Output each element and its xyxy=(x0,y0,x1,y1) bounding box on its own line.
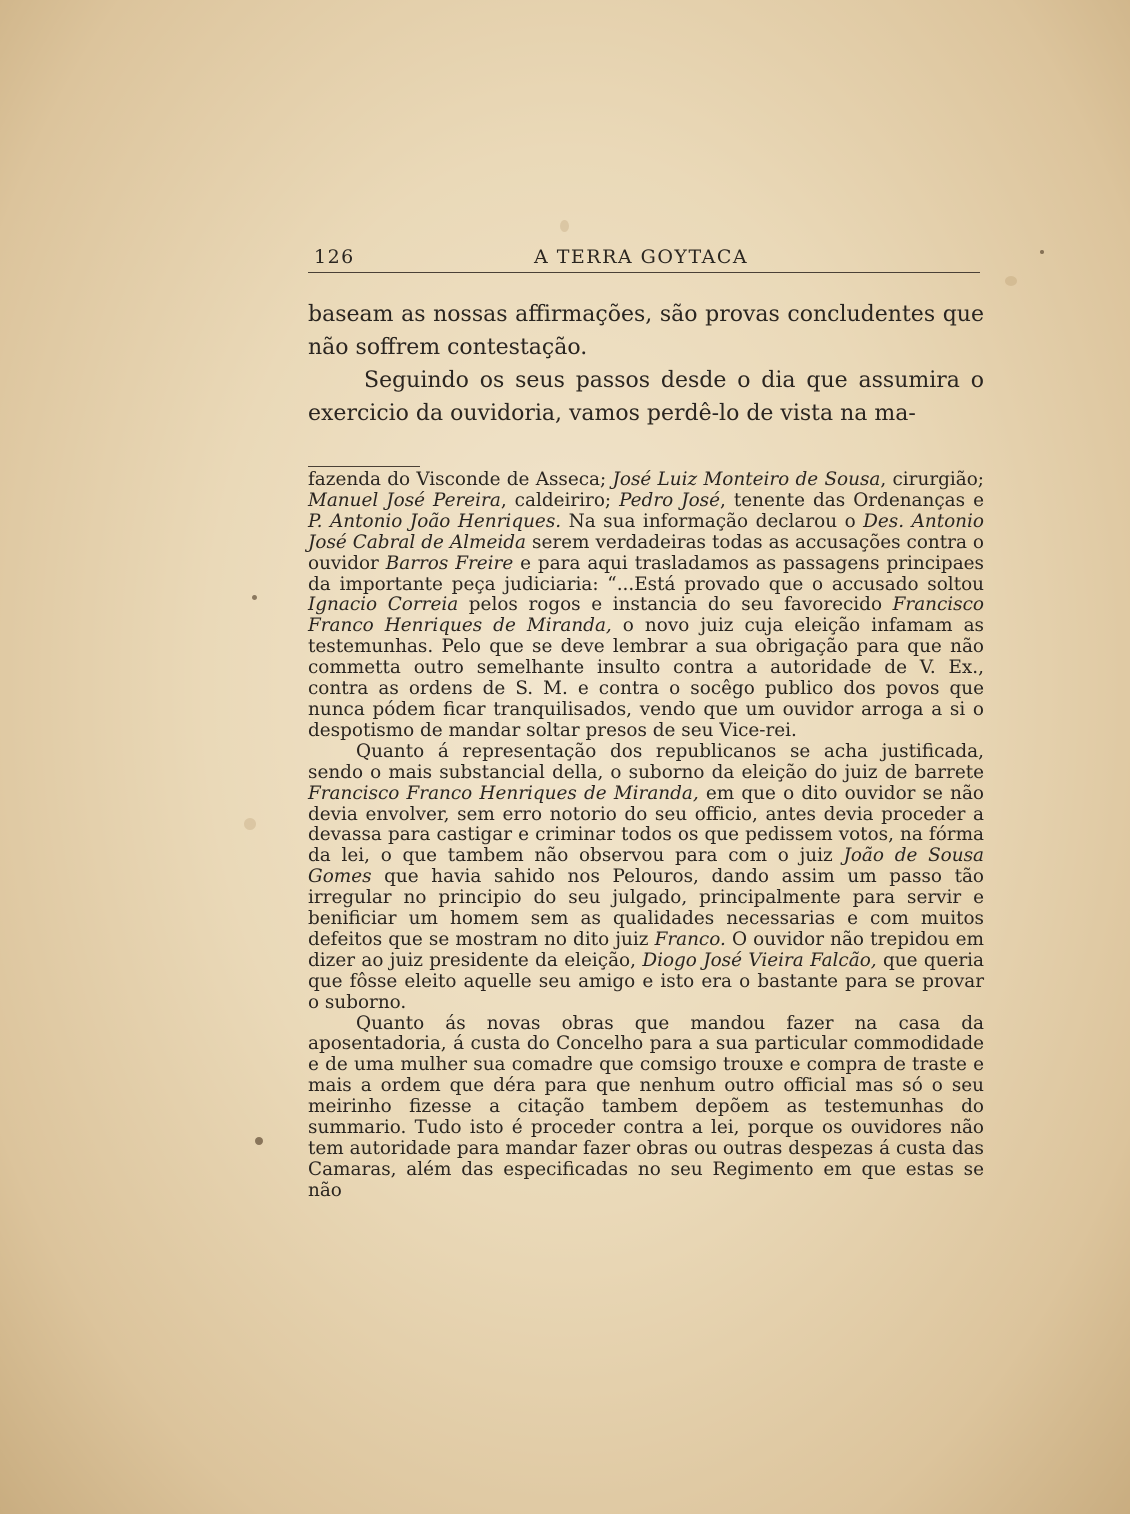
text-run: Ignacio Correia xyxy=(308,594,459,616)
paper-stain xyxy=(255,1137,263,1145)
text-run: , tenente das Ordenanças e xyxy=(719,489,984,511)
paper-stain xyxy=(252,595,257,600)
text-run: João de Sousa Gomes xyxy=(308,845,985,888)
header-rule xyxy=(308,272,980,273)
paragraph: baseam as nossas affirmações, são provas concludentes que não soffrem contestação. xyxy=(308,302,984,360)
main-text xyxy=(308,298,984,430)
text-run: O ouvidor não trepidou em dizer ao juiz presidente da eleição, xyxy=(308,928,984,971)
running-title: A TERRA GOYTACA xyxy=(534,246,749,268)
text-run: , cirurgião; xyxy=(880,469,984,490)
running-header xyxy=(312,244,980,270)
text-run: pelos rogos e instancia do seu favorecido xyxy=(458,594,893,616)
text-run: Des. Antonio José Cabral de Almeida xyxy=(308,510,984,553)
footnote-text xyxy=(308,470,984,1202)
text-run: Diogo José Vieira Falcão, xyxy=(642,949,877,971)
paper-stain xyxy=(244,818,256,830)
text-run: P. Antonio João Henriques. xyxy=(308,510,562,532)
text-run: Francisco Franco Henriques de Miranda, xyxy=(308,594,984,637)
text-run: e para aqui trasladamos as passagens principaes da importante peça judiciaria: “...Está provado que o accusado soltou xyxy=(308,552,984,595)
text-run: Manuel José Pereira xyxy=(308,489,501,511)
text-run: Na sua informação declarou o xyxy=(561,510,864,532)
text-run: Barros Freire xyxy=(385,552,514,574)
paper-stain xyxy=(560,220,569,232)
text-run: Pedro José xyxy=(619,489,720,511)
text-run: , caldeiriro; xyxy=(500,489,620,511)
paragraph: Seguindo os seus passos desde o dia que assumira o exercicio da ouvidoria, vamos perdê-lo de vista na ma- xyxy=(308,368,984,426)
text-run: Franco. xyxy=(654,928,726,950)
text-run: que havia sahido nos Pelouros, dando assim um passo tão irregular no principio do seu julgado, principalmente para servir e benificiar um homem sem as qualidades necessarias e com muitos defeitos que se mostram no dito juiz xyxy=(308,866,984,950)
footnote-paragraph xyxy=(308,742,984,1014)
paper-stain xyxy=(1040,250,1044,254)
footnote-rule xyxy=(308,466,420,467)
text-run: Francisco Franco Henriques de Miranda, xyxy=(308,782,699,804)
footnote-paragraph: Quanto ás novas obras que mandou fazer na casa da aposentadoria, á custa do Concelho para a sua particular commodidade e de uma mulher sua comadre que comsigo trouxe e compra de traste e mais a ordem que déra para que nenhum outro official mas só o seu meirinho fizesse a citação tambem depõem as testemunhas do summario. Tudo isto é proceder contra a lei, porque os ouvidores não tem autoridade para mandar fazer obras ou outras despezas á custa das Camaras, além das especificadas no seu Regimento em que estas se não xyxy=(308,1012,984,1201)
paper-stain xyxy=(1005,276,1017,286)
text-run: Quanto á representação dos republicanos se acha justificada, sendo o mais substancial della, o suborno da eleição do juiz de barrete xyxy=(308,740,984,783)
text-run: José Luiz Monteiro de Sousa xyxy=(612,469,881,490)
text-run: serem verdadeiras todas as accusações contra o ouvidor xyxy=(308,531,984,574)
text-run: que queria que fôsse eleito aquelle seu amigo e isto era o bastante para se provar o suborno. xyxy=(308,949,984,1013)
text-run: o novo juiz cuja eleição infamam as testemunhas. Pelo que se deve lembrar a sua obrigação para que não commetta outro semelhante insulto contra a autoridade de V. Ex., contra as ordens de S. M. e contra o socêgo publico dos povos que nunca pódem ficar tranquilisados, vendo que um ouvidor arroga a si o despotismo de mandar soltar presos de seu Vice-rei. xyxy=(308,615,984,741)
text-run: em que o dito ouvidor se não devia envolver, sem erro notorio do seu officio, antes devia proceder a devassa para castigar e criminar todos os que pedissem votos, na fórma da lei, o que tambem não observou para com o juiz xyxy=(308,782,984,867)
text-run: fazenda do Visconde de Asseca; xyxy=(308,469,613,490)
page-number: 126 xyxy=(314,246,355,268)
footnote-paragraph xyxy=(308,470,984,742)
